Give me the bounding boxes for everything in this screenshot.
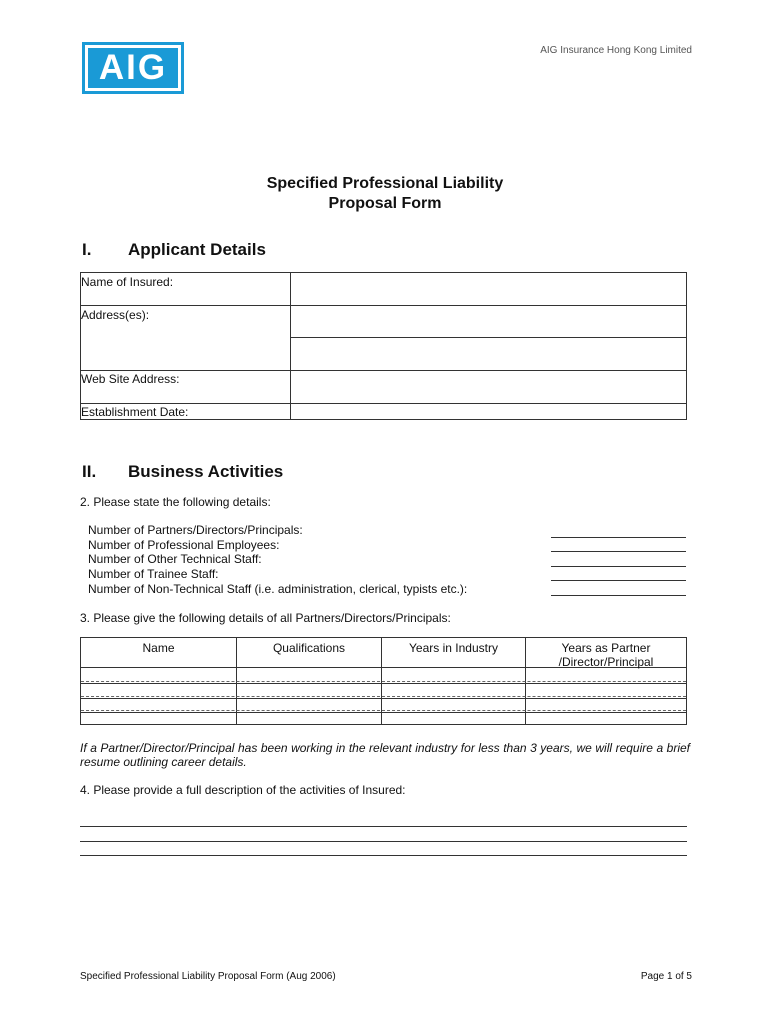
section-1-number: I. <box>82 240 92 259</box>
aig-logo <box>82 42 184 94</box>
detail-trainee: Number of Trainee Staff: <box>88 567 219 581</box>
col-years-industry-header: Years in Industry <box>409 641 498 655</box>
address-field-1[interactable] <box>291 306 686 336</box>
applicant-details-table <box>80 272 687 420</box>
col-years-partner-line2: /Director/Principal <box>558 655 654 669</box>
website-field[interactable] <box>291 371 686 402</box>
col-years-partner-line1: Years as Partner <box>561 641 651 655</box>
footer-page-number: Page 1 of 5 <box>640 971 692 982</box>
logo-text: AIG <box>88 48 178 88</box>
section-2-title: Business Activities <box>128 462 284 481</box>
detail-technical: Number of Other Technical Staff: <box>88 552 262 566</box>
technical-count-field[interactable] <box>551 566 686 567</box>
section-2-number: II. <box>82 462 97 481</box>
name-of-insured-field[interactable] <box>291 273 686 304</box>
address-field-2[interactable] <box>291 338 686 369</box>
form-title: Specified Professional Liability <box>266 175 504 192</box>
name-of-insured-label: Name of Insured: <box>81 275 174 289</box>
partners-count-field[interactable] <box>551 537 686 538</box>
col-qualifications-header: Qualifications <box>272 641 346 655</box>
section-1-title: Applicant Details <box>128 240 266 259</box>
address-label: Address(es): <box>81 308 150 322</box>
website-label: Web Site Address: <box>81 372 180 386</box>
trainee-count-field[interactable] <box>551 580 686 581</box>
detail-professional: Number of Professional Employees: <box>88 538 280 552</box>
partners-table <box>80 637 687 725</box>
question-3: 3. Please give the following details of all Partners/Directors/Principals: <box>80 611 451 625</box>
description-line-1[interactable] <box>80 826 687 827</box>
description-line-2[interactable] <box>80 841 687 842</box>
professional-count-field[interactable] <box>551 551 686 552</box>
question-2: 2. Please state the following details: <box>80 495 271 509</box>
resume-note: If a Partner/Director/Principal has been working in the relevant industry for less than 3 years, we will require a brief resume outlining career details. <box>80 741 690 769</box>
form-subtitle: Proposal Form <box>328 195 442 212</box>
company-name: AIG Insurance Hong Kong Limited <box>540 45 692 56</box>
description-line-3[interactable] <box>80 855 687 856</box>
detail-non-technical: Number of Non-Technical Staff (i.e. administration, clerical, typists etc.): <box>88 582 468 596</box>
footer-form-name: Specified Professional Liability Proposal Form (Aug 2006) <box>80 971 336 982</box>
detail-partners: Number of Partners/Directors/Principals: <box>88 523 303 537</box>
establishment-date-field[interactable] <box>291 404 686 419</box>
col-name-header: Name <box>142 641 175 655</box>
col-years-partner-header <box>526 641 686 669</box>
question-4: 4. Please provide a full description of the activities of Insured: <box>80 783 406 797</box>
establishment-date-label: Establishment Date: <box>81 405 189 419</box>
non-technical-count-field[interactable] <box>551 595 686 596</box>
